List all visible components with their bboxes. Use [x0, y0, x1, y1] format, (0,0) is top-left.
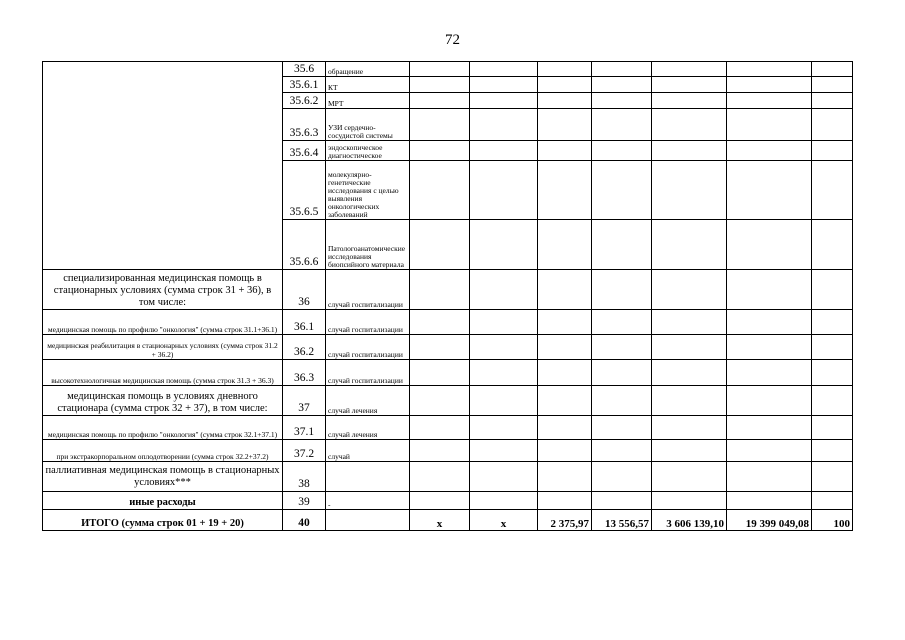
table-row	[43, 492, 853, 510]
row-name: иные расходы	[43, 492, 283, 510]
row-code: 38	[283, 462, 326, 492]
row-name: при экстракорпоральном оплодотворении (сумма строк 32.2+37.2)	[43, 440, 283, 462]
unit-cell: случай	[326, 440, 410, 462]
total-col10: 100	[812, 510, 853, 531]
row-code: 35.6.4	[283, 141, 326, 161]
row-code: 35.6.2	[283, 93, 326, 109]
row-name: паллиативная медицинская помощь в стационарных условиях***	[43, 462, 283, 492]
row-name: медицинская помощь по профилю "онкология" (сумма строк 31.1+36.1)	[43, 310, 283, 335]
total-col9: 19 399 049,08	[727, 510, 812, 531]
row-code: 37.1	[283, 416, 326, 440]
table-row	[43, 386, 853, 416]
total-col4: x	[410, 510, 470, 531]
row-name: высокотехнологичная медицинская помощь (сумма строк 31.3 + 36.3)	[43, 360, 283, 386]
unit-cell: случай госпитализации	[326, 335, 410, 360]
table-row	[43, 335, 853, 360]
row-code: 37	[283, 386, 326, 416]
total-col6: 2 375,97	[538, 510, 592, 531]
unit-cell: эндоскопическое диагностическое	[326, 141, 410, 161]
total-col7: 13 556,57	[592, 510, 652, 531]
unit-cell: случай госпитализации	[326, 270, 410, 310]
row-code: 35.6.5	[283, 161, 326, 220]
unit-cell: Патологоанатомические исследования биопсийного материала	[326, 220, 410, 270]
table-row	[43, 440, 853, 462]
unit-cell: случай госпитализации	[326, 360, 410, 386]
unit-cell: МРТ	[326, 93, 410, 109]
table-row	[43, 62, 853, 77]
table-row	[43, 360, 853, 386]
financing-table	[42, 61, 853, 531]
unit-cell	[326, 462, 410, 492]
row-name: медицинская помощь в условиях дневного стационара (сумма строк 32 + 37), в том числе:	[43, 386, 283, 416]
row-code: 35.6	[283, 62, 326, 77]
row-code: 35.6.6	[283, 220, 326, 270]
total-row	[43, 510, 853, 531]
row-code: 39	[283, 492, 326, 510]
row-code: 35.6.1	[283, 77, 326, 93]
row-name: специализированная медицинская помощь в стационарных условиях (сумма строк 31 + 36), в том числе:	[43, 270, 283, 310]
row-code: 37.2	[283, 440, 326, 462]
total-col8: 3 606 139,10	[652, 510, 727, 531]
unit-cell: случай госпитализации	[326, 310, 410, 335]
name-cell-empty	[43, 62, 283, 270]
unit-cell: случай лечения	[326, 386, 410, 416]
table-row	[43, 310, 853, 335]
unit-cell: молекулярно-генетические исследования с целью выявления онкологических заболеваний	[326, 161, 410, 220]
row-code: 35.6.3	[283, 109, 326, 141]
unit-cell: обращение	[326, 62, 410, 77]
table-row	[43, 416, 853, 440]
unit-cell: -	[326, 492, 410, 510]
row-code: 36.2	[283, 335, 326, 360]
total-code: 40	[283, 510, 326, 531]
row-code: 36.1	[283, 310, 326, 335]
unit-cell: УЗИ сердечно-сосудистой системы	[326, 109, 410, 141]
total-col5: x	[470, 510, 538, 531]
total-label: ИТОГО (сумма строк 01 + 19 + 20)	[43, 510, 283, 531]
row-code: 36.3	[283, 360, 326, 386]
unit-cell: КТ	[326, 77, 410, 93]
row-name: медицинская помощь по профилю "онкология" (сумма строк 32.1+37.1)	[43, 416, 283, 440]
row-name: медицинская реабилитация в стационарных условиях (сумма строк 31.2 + 36.2)	[43, 335, 283, 360]
table-row	[43, 270, 853, 310]
total-unit	[326, 510, 410, 531]
unit-cell: случай лечения	[326, 416, 410, 440]
page-number: 72	[445, 32, 460, 48]
row-code: 36	[283, 270, 326, 310]
table-row	[43, 462, 853, 492]
